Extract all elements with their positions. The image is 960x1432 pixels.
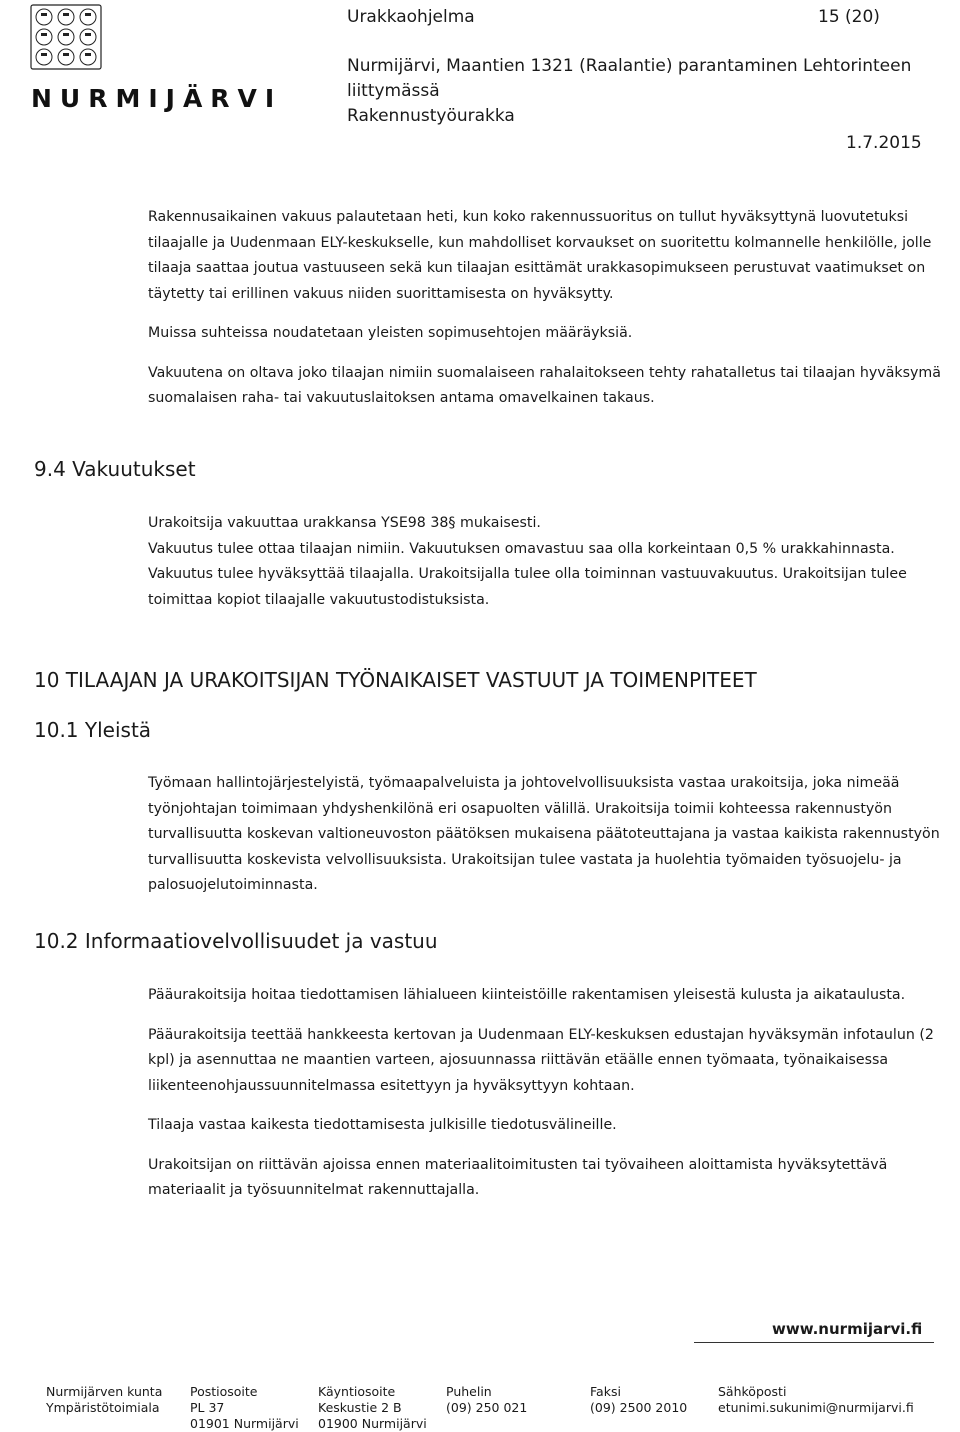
footer-text: (09) 250 021: [446, 1400, 528, 1415]
footer-fax: [590, 1384, 687, 1416]
project-title-line3: Rakennustyöurakka: [347, 106, 515, 126]
project-title-line2: liittymässä: [347, 81, 440, 101]
footer-visiting-address: [318, 1384, 427, 1432]
information-section: [148, 983, 956, 1204]
heading-10-2: 10.2 Informaatiovelvollisuudet ja vastuu: [34, 929, 438, 953]
paragraph: Muissa suhteissa noudatetaan yleisten sopimusehtojen määräyksiä.: [148, 325, 633, 341]
email-link[interactable]: etunimi.sukunimi@nurmijarvi.fi: [718, 1400, 914, 1415]
paragraph: Urakoitsijan on riittävän ajoissa ennen materiaalitoimitusten tai työvaiheen aloittamista hyväksytettävä materiaalit ja työsuunnitelmat rakennuttajalla.: [148, 1156, 888, 1198]
paragraph: Työmaan hallintojärjestelyistä, työmaapalveluista ja johtovelvollisuuksista vastaa urakoitsija, joka nimeää työnjohtajan toimimaan yhdyshenkilönä eri osapuolten välillä. Urakoitsija toimii kohteessa rakennustyön turvallisuutta koskevan valtioneuvoston päätöksen mukaisena päätoteuttajana ja vastaa kaikista rakennustyön turvallisuutta koskevista velvollisuuksista. Urakoitsijan tulee vastata ja huolehtia työmaiden työsuojelu- ja palosuojelutoiminnasta.: [148, 775, 940, 893]
paragraph: Pääurakoitsija hoitaa tiedottamisen lähialueen kiinteistöille rakentamisen yleisestä kulusta ja aikataulusta.: [148, 987, 906, 1003]
footer-postal-address: [190, 1384, 299, 1432]
general-section: [148, 771, 956, 899]
document-date: 1.7.2015: [846, 133, 922, 153]
paragraph: Pääurakoitsija teettää hankkeesta kertovan ja Uudenmaan ELY-keskuksen edustajan hyväksymän infotaulun (2 kpl) ja asennuttaa ne maantien varteen, ajosuunnassa riittävän etäälle ennen työmaata, työnaikaisessa liikenteenohjaussuunnitelmassa esitettyyn ja hyväksyttyyn kohtaan.: [148, 1026, 934, 1094]
doc-type: Urakkaohjelma: [347, 7, 475, 27]
footer-organization: [46, 1384, 162, 1416]
heading-10: 10 TILAAJAN JA URAKOITSIJAN TYÖNAIKAISET VASTUUT JA TOIMENPITEET: [34, 668, 757, 692]
footer-text: Postiosoite: [190, 1384, 258, 1399]
paragraph: Vakuutus tulee ottaa tilaajan nimiin. Vakuutuksen omavastuu saa olla korkeintaan 0,5 % urakkahinnasta. Vakuutus tulee hyväksyttää tilaajalla. Urakoitsijalla tulee olla toiminnan vastuuvakuutus. Urakoitsijan tulee toimittaa kopiot tilaajalle vakuutustodistuksista.: [148, 540, 907, 608]
footer-divider: [694, 1342, 934, 1343]
footer-email: [718, 1384, 914, 1416]
footer-text: Nurmijärven kunta: [46, 1384, 163, 1399]
logo-wordmark: NURMIJÄRVI: [31, 84, 283, 113]
heading-9-4: 9.4 Vakuutukset: [34, 457, 196, 481]
project-title-line1: Nurmijärvi, Maantien 1321 (Raalantie) parantaminen Lehtorinteen: [347, 56, 912, 76]
footer-text: Faksi: [590, 1384, 621, 1399]
paragraph: Tilaaja vastaa kaikesta tiedottamisesta julkisille tiedotusvälineille.: [148, 1117, 617, 1133]
footer-text: (09) 2500 2010: [590, 1400, 688, 1415]
footer-text: 01901 Nurmijärvi: [190, 1416, 299, 1431]
heading-10-1: 10.1 Yleistä: [34, 718, 152, 742]
footer-text: Ympäristötoimiala: [46, 1400, 160, 1415]
footer-text: Sähköposti: [718, 1384, 787, 1399]
paragraph: Urakoitsija vakuuttaa urakkansa YSE98 38§ mukaisesti.: [148, 515, 541, 531]
insurance-section: [148, 511, 956, 613]
footer-text: Puhelin: [446, 1384, 492, 1399]
footer-phone: [446, 1384, 527, 1416]
footer-text: Keskustie 2 B: [318, 1400, 402, 1415]
guarantee-section: [148, 205, 956, 412]
footer-text: Käyntiosoite: [318, 1384, 396, 1399]
website-link[interactable]: www.nurmijarvi.fi: [772, 1320, 923, 1338]
paragraph: Vakuutena on oltava joko tilaajan nimiin suomalaiseen rahalaitokseen tehty rahatalletus tai tilaajan hyväksymä suomalaisen raha- tai vakuutuslaitoksen antama omavelkainen takaus.: [148, 364, 941, 406]
page-number: 15 (20): [818, 7, 880, 27]
paragraph: Rakennusaikainen vakuus palautetaan heti, kun koko rakennussuoritus on tullut hyväksyttynä luovutetuksi tilaajalle ja Uudenmaan ELY-keskukselle, kun mahdolliset korvaukset on suoritettu kolmannelle henkilölle, jolle tilaaja saattaa joutua vastuuseen sekä kun tilaajan esittämät urakkasopimukseen perustuvat vaatimukset on täytetty tai erillinen vakuus niiden suorittamisesta on hyväksytty.: [148, 209, 932, 302]
footer-text: 01900 Nurmijärvi: [318, 1416, 427, 1431]
crest-icon: [30, 4, 102, 70]
footer-text: PL 37: [190, 1400, 225, 1415]
